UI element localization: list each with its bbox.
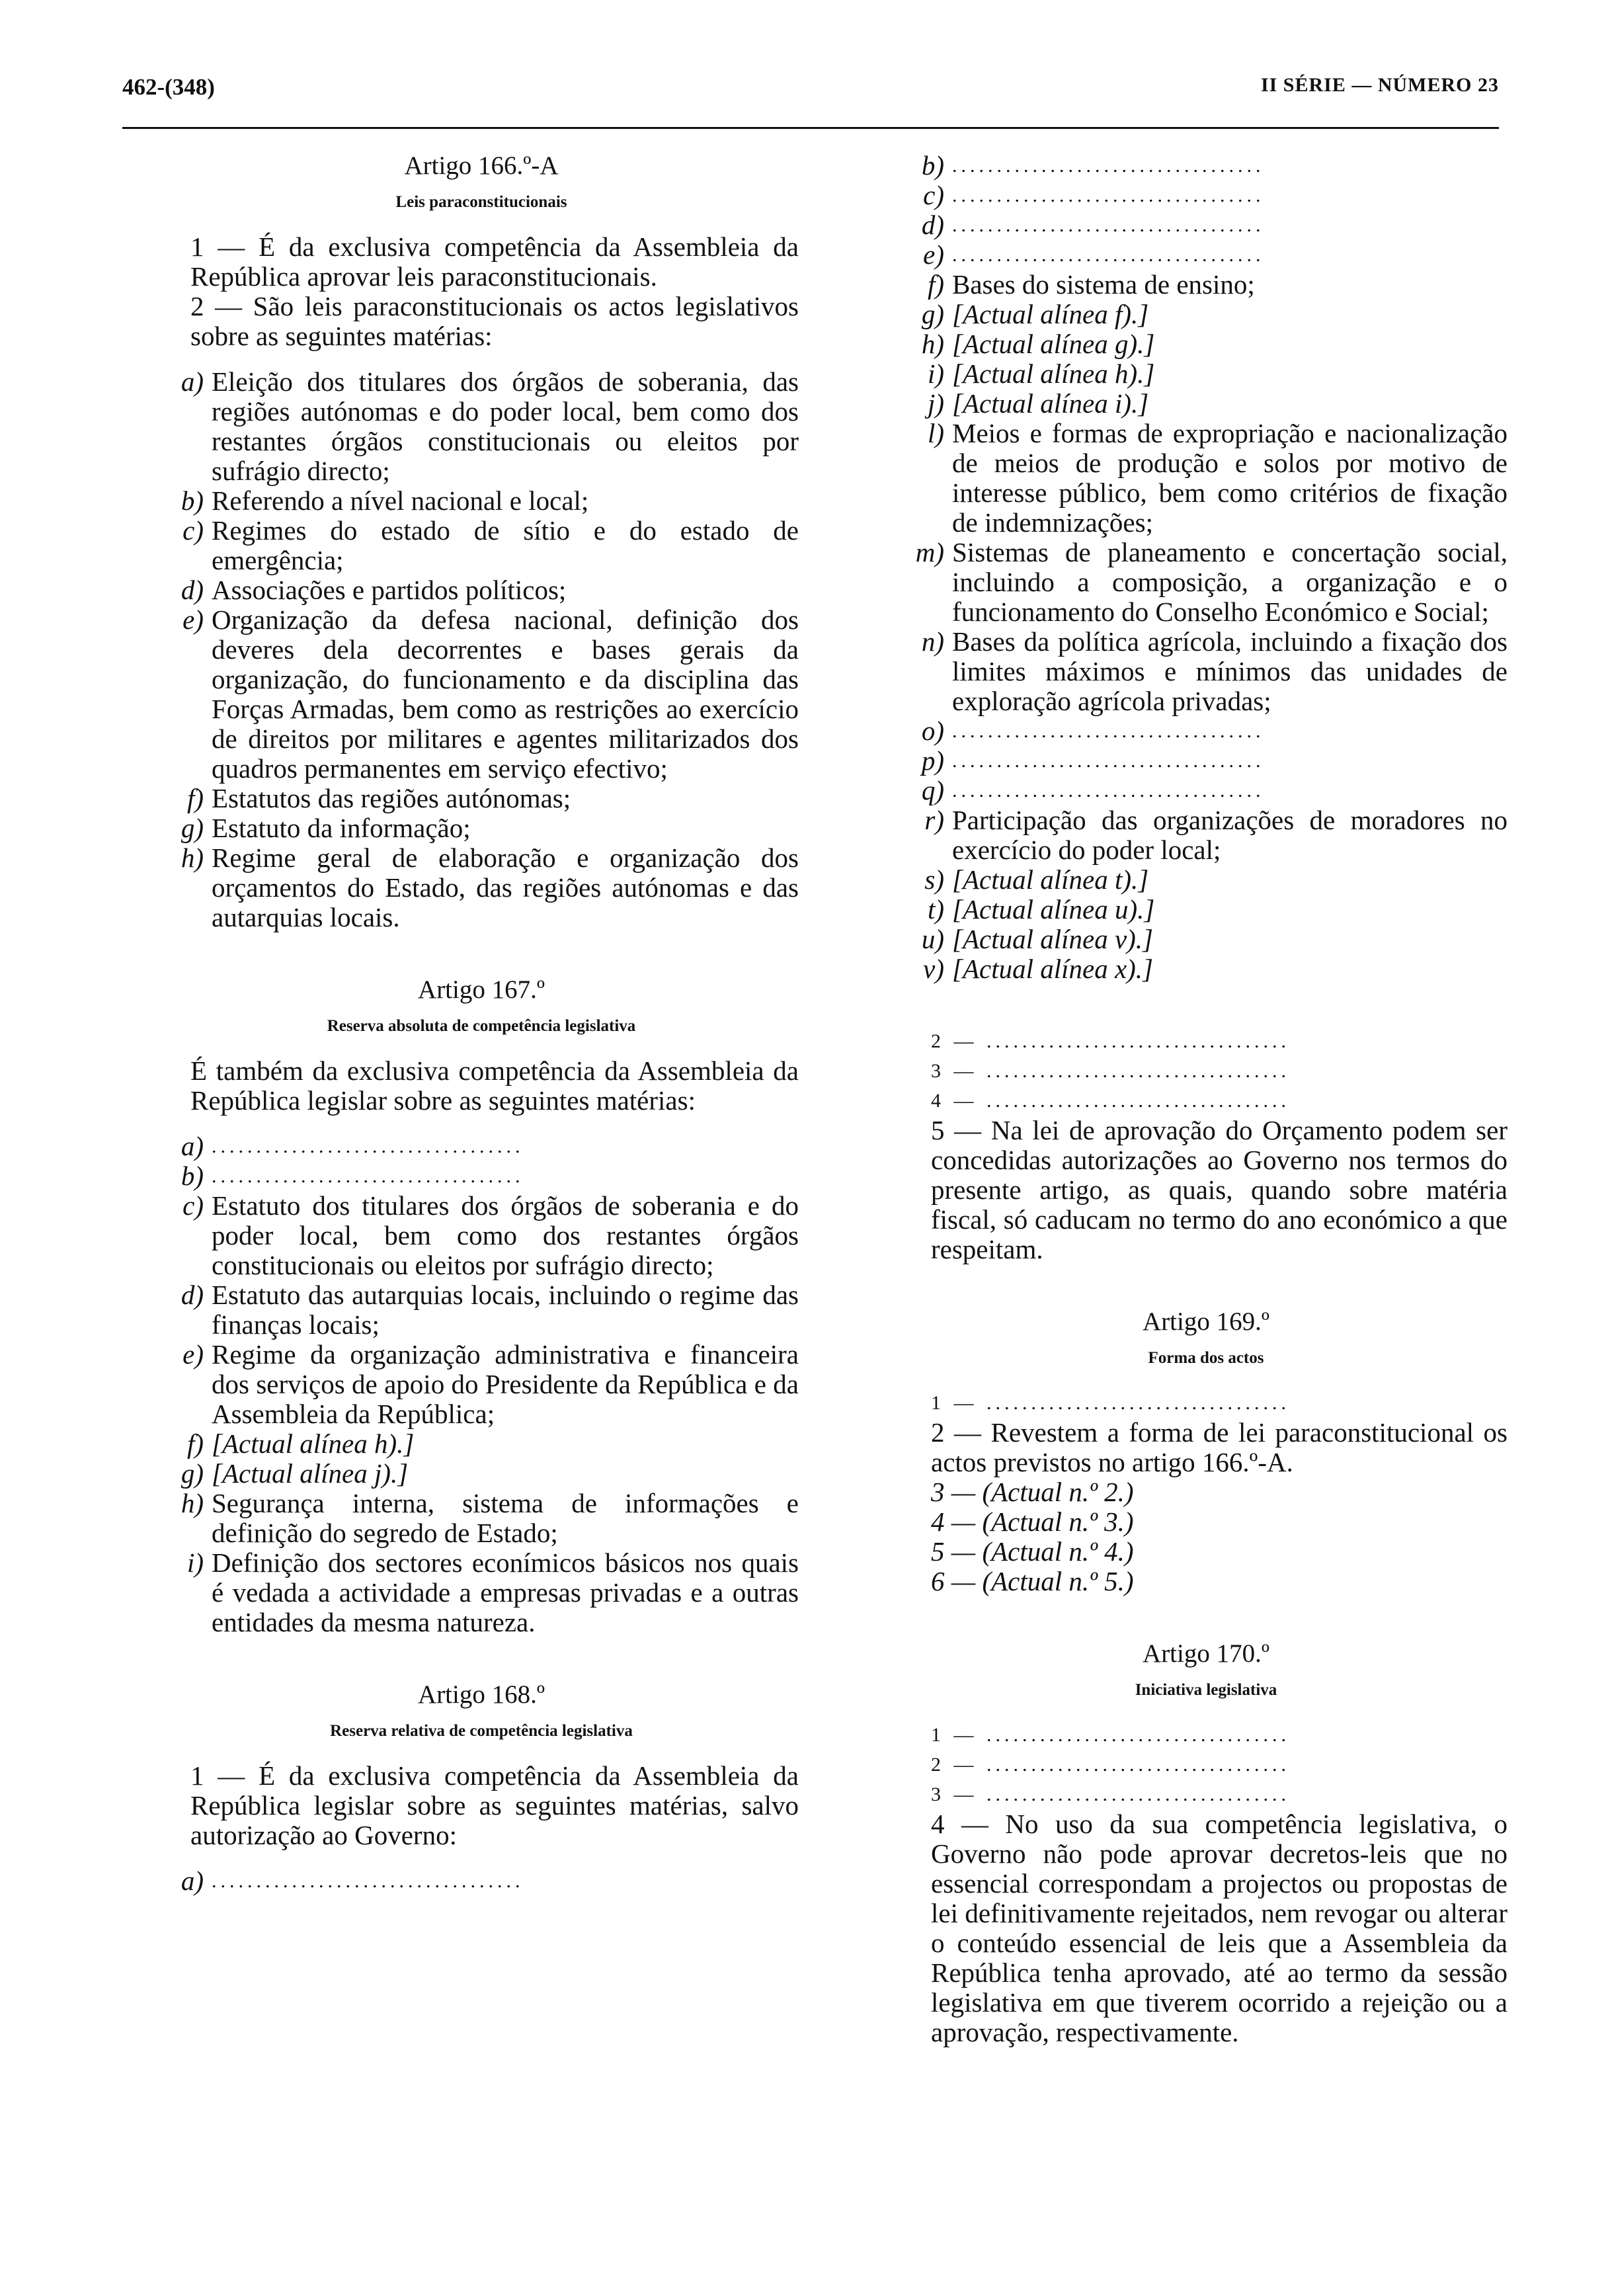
list-item: q) ................................... [921, 775, 1265, 805]
list-item: o) ................................... [921, 716, 1265, 746]
list-item: b) ................................... [181, 1161, 524, 1191]
list-item: t) [Actual alínea u).] [927, 894, 1155, 924]
list-item: v) [Actual alínea x).] [923, 954, 1154, 984]
article-168-number-2: 2 — .................................. [931, 1030, 1290, 1052]
article-169-number-4: 4 — (Actual n.º 3.) [931, 1506, 1134, 1537]
article-170-number-4: 4 — No uso da sua competência legislativa, o Governo não pode aprovar decretos-leis que no essencial correspondam a projectos ou propostas de lei definitivamente rejeitados, nem revogar ou alterar o conteúdo essencial de leis que a Assembleia da República tenha aprovado, até ao termo da sessão legislativa em que tiverem ocorrido a rejeição ou a aprovação, respectivamente. [931, 1809, 1508, 2047]
list-item: r) Participação das organizações de moradores no exercício do poder local; [924, 805, 1508, 865]
list-item: j) [Actual alínea i).] [927, 388, 1149, 419]
list-item: g) [Actual alínea f).] [921, 299, 1149, 329]
article-170-number-2: 2 — .................................. [931, 1754, 1290, 1776]
list-item: n) Bases da política agrícola, incluindo a fixação dos limites máximos e mínimos das unidades de exploração agrícola privadas; [921, 626, 1508, 716]
list-item: i) Definição dos sectores econímicos básicos nos quais é vedada a actividade a empresas privadas e a outras entidades da mesma natureza. [186, 1547, 799, 1637]
article-170-subtitle: Iniciativa legislativa [1135, 1681, 1277, 1699]
series-number: II SÉRIE — NÚMERO 23 [1260, 74, 1499, 96]
article-168-paragraph-1: 1 — É da exclusiva competência da Assembleia da República legislar sobre as seguintes matérias, salvo autorização ao Governo: [190, 1760, 799, 1850]
article-170-number-3: 3 — .................................. [931, 1784, 1290, 1805]
list-item: g) Estatuto da informação; [181, 813, 471, 843]
article-168-number-3: 3 — .................................. [931, 1060, 1290, 1082]
article-167-subtitle: Reserva absoluta de competência legislativa [327, 1017, 636, 1035]
article-170-title: Artigo 170.º [1143, 1639, 1269, 1668]
left-column [164, 151, 799, 1896]
article-168-title: Artigo 168.º [418, 1680, 545, 1709]
list-item: l) Meios e formas de expropriação e nacionalização de meios de produção e solos por motivo de interesse público, bem como critérios de fixação de indemnizações; [927, 418, 1508, 538]
article-167-title: Artigo 167.º [418, 975, 545, 1004]
list-item: b) ................................... [921, 150, 1265, 181]
list-item: h) Segurança interna, sistema de informações e definição do segredo de Estado; [181, 1488, 799, 1548]
list-item: d) ................................... [921, 210, 1265, 240]
article-169-number-6: 6 — (Actual n.º 5.) [931, 1566, 1134, 1596]
list-item: g) [Actual alínea j).] [181, 1458, 409, 1489]
list-item: d) Associações e partidos políticos; [181, 575, 567, 605]
article-169-number-1: 1 — .................................. [931, 1392, 1290, 1414]
list-item: f) Bases do sistema de ensino; [927, 269, 1255, 300]
article-166a-subtitle: Leis paraconstitucionais [395, 193, 567, 211]
article-167-paragraph-1: É também da exclusiva competência da Assembleia da República legislar sobre as seguintes matérias: [190, 1055, 799, 1116]
article-169-number-2: 2 — Revestem a forma de lei paraconstitucional os actos previstos no artigo 166.º-A. [931, 1417, 1508, 1477]
list-item: d) Estatuto das autarquias locais, incluindo o regime das finanças locais; [181, 1280, 799, 1340]
article-170-number-1: 1 — .................................. [931, 1724, 1290, 1746]
list-item: s) [Actual alínea t).] [924, 864, 1149, 895]
list-item: c) ................................... [923, 180, 1265, 210]
page-header [122, 74, 1499, 129]
page-number: 462-(348) [122, 74, 215, 100]
article-168-number-5: 5 — Na lei de aprovação do Orçamento podem ser concedidas autorizações ao Governo nos termos do presente artigo, as quais, quando sobre matéria fiscal, só caducam no termo do ano económico a que respeitam. [931, 1115, 1508, 1264]
list-item: c) Estatuto dos titulares dos órgãos de soberania e do poder local, bem como dos restantes órgãos constitucionais ou eleitos por sufrágio directo; [182, 1190, 799, 1280]
article-168-subtitle: Reserva relativa de competência legislativa [330, 1722, 633, 1740]
list-item: b) Referendo a nível nacional e local; [181, 485, 589, 516]
article-169-subtitle: Forma dos actos [1148, 1349, 1264, 1367]
list-item: e) ................................... [923, 239, 1265, 270]
list-item: m) Sistemas de planeamento e concertação social, incluindo a composição, a organização e o funcionamento do Conselho Económico e Social; [915, 537, 1508, 627]
list-item: h) [Actual alínea g).] [921, 329, 1155, 359]
article-168-number-4: 4 — .................................. [931, 1090, 1290, 1112]
list-item: p) ................................... [921, 745, 1265, 776]
article-166a-paragraph-2: 2 — São leis paraconstitucionais os actos legislativos sobre as seguintes matérias: [190, 291, 799, 351]
article-169-number-3: 3 — (Actual n.º 2.) [931, 1477, 1134, 1507]
right-column [904, 151, 1508, 2047]
list-item: f) [Actual alínea h).] [186, 1428, 415, 1459]
list-item: h) Regime geral de elaboração e organização dos orçamentos do Estado, das regiões autónomas e das autarquias locais. [181, 842, 799, 932]
list-item: a) ................................... [181, 1866, 524, 1896]
list-item: e) Regime da organização administrativa e financeira dos serviços de apoio do Presidente da República e da Assembleia da República; [182, 1339, 799, 1429]
article-169-title: Artigo 169.º [1143, 1307, 1269, 1336]
list-item: e) Organização da defesa nacional, definição dos deveres dela decorrentes e bases gerais da organização, do funcionamento e da disciplina das Forças Armadas, bem como as restrições ao exercício de direitos por militares e agentes militarizados dos quadros permanentes em serviço efectivo; [182, 604, 799, 784]
list-item: f) Estatutos das regiões autónomas; [186, 783, 571, 813]
list-item: a) Eleição dos titulares dos órgãos de soberania, das regiões autónomas e do poder local, bem como dos restantes órgãos constitucionais ou eleitos por sufrágio directo; [181, 366, 799, 486]
list-item: i) [Actual alínea h).] [927, 358, 1155, 389]
article-166a-title: Artigo 166.º-A [404, 151, 559, 180]
article-166a-paragraph-1: 1 — É da exclusiva competência da Assembleia da República aprovar leis paraconstitucionais. [190, 231, 799, 292]
article-169-number-5: 5 — (Actual n.º 4.) [931, 1536, 1134, 1567]
list-item: a) ................................... [181, 1131, 524, 1161]
list-item: c) Regimes do estado de sítio e do estado de emergência; [182, 515, 799, 575]
list-item: u) [Actual alínea v).] [921, 924, 1154, 954]
